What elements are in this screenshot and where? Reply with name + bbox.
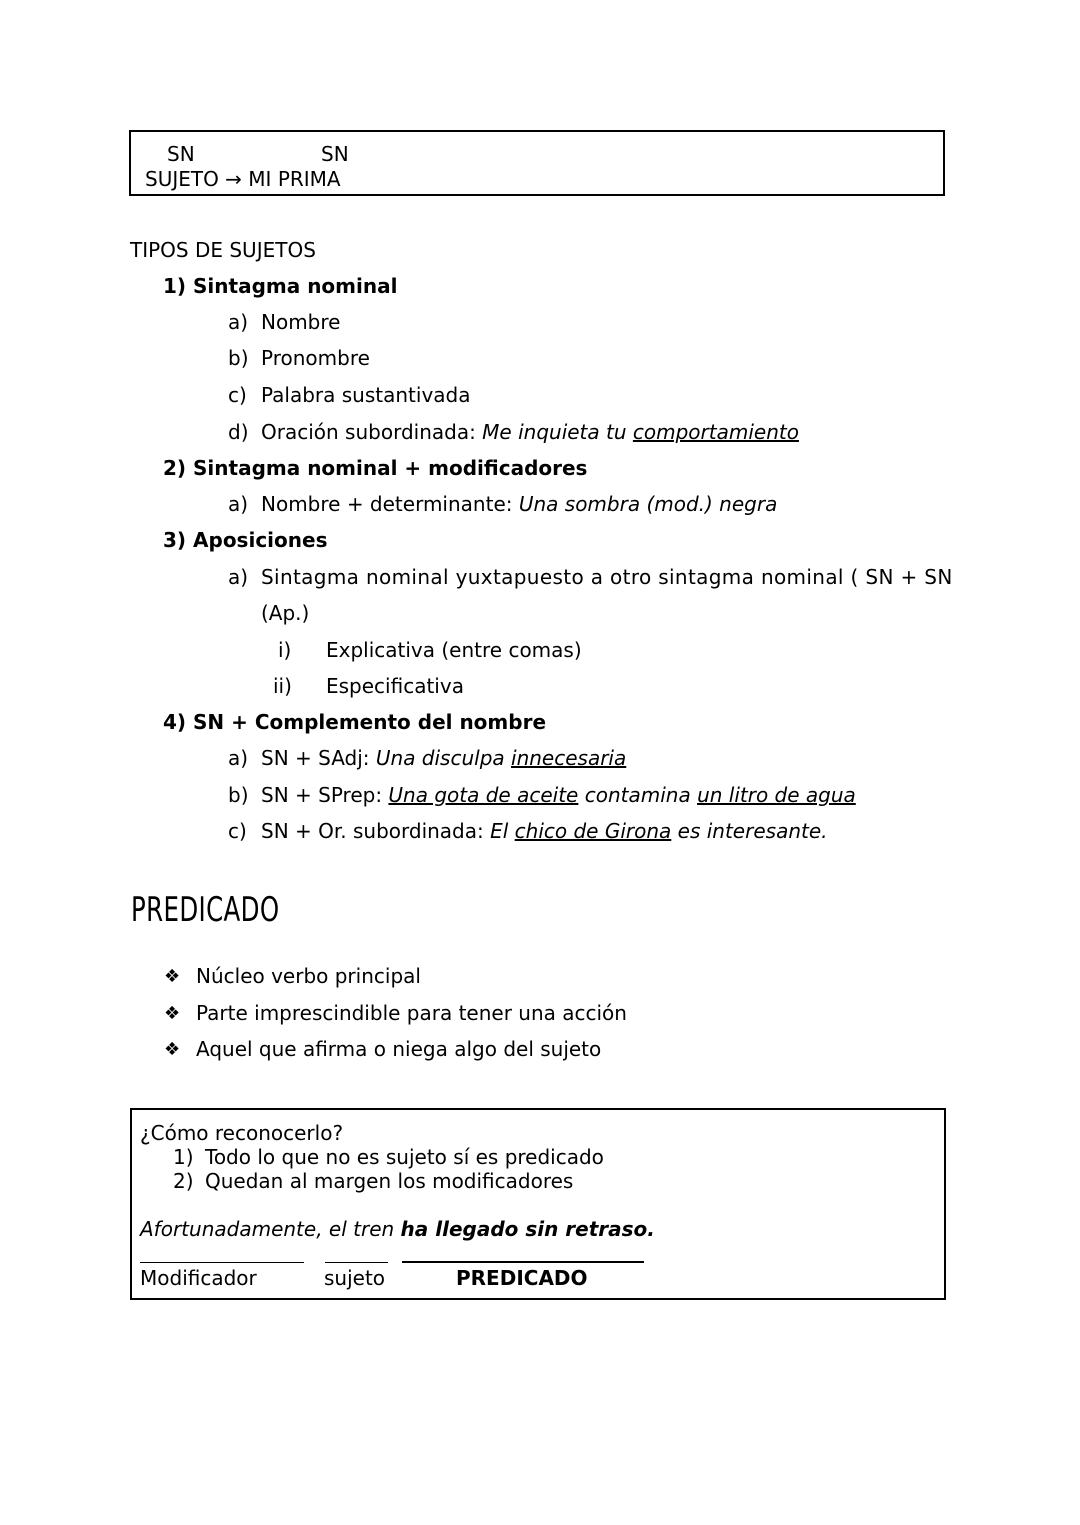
item-text: Nombre — [261, 310, 341, 334]
item-marker: a) — [228, 492, 249, 516]
item-marker: 1) — [173, 1145, 194, 1169]
sujeto-line: SUJETO → MI PRIMA — [145, 167, 341, 191]
section-1-title: 1) Sintagma nominal — [163, 274, 398, 298]
item-marker: a) — [228, 310, 249, 334]
subitem-marker: i) — [278, 638, 292, 662]
predicado-heading: PREDICADO — [131, 890, 280, 930]
section-4-title: 4) SN + Complemento del nombre — [163, 710, 547, 734]
item-text: Pronombre — [261, 346, 370, 370]
item-text: Sintagma nominal yuxtapuesto a otro sintagma nominal ( SN + SN — [261, 565, 953, 589]
label-predicado: PREDICADO — [456, 1266, 588, 1290]
item-text: Nombre + determinante: — [261, 492, 519, 516]
item-marker: a) — [228, 565, 249, 589]
item-text-cont: (Ap.) — [261, 601, 310, 625]
item-marker: b) — [228, 783, 249, 807]
bullet-text: Núcleo verbo principal — [196, 964, 421, 988]
item-marker: c) — [228, 383, 247, 407]
modificador-underline — [140, 1262, 304, 1263]
item-text: Oración subordinada: — [261, 420, 483, 444]
section-3-title: 3) Aposiciones — [163, 528, 328, 552]
bullet-text: Parte imprescindible para tener una acción — [196, 1001, 627, 1025]
example-text: Una disculpa — [375, 746, 512, 770]
example-bold: ha llegado sin retraso. — [400, 1217, 655, 1241]
item-line — [261, 492, 777, 516]
subitem-marker: ii) — [273, 674, 292, 698]
item-text: Quedan al margen los modificadores — [205, 1169, 574, 1193]
label-sujeto: sujeto — [324, 1266, 386, 1290]
predicado-underline — [402, 1261, 644, 1263]
example-text: Una sombra (mod.) negra — [518, 492, 778, 516]
example-text: El — [490, 819, 515, 843]
diamond-bullet-icon: ❖ — [164, 1039, 181, 1060]
item-marker: 2) — [173, 1169, 194, 1193]
item-marker: d) — [228, 420, 249, 444]
item-text: SN + Or. subordinada: — [261, 819, 491, 843]
example-underlined: un litro de agua — [697, 783, 856, 807]
example-underlined: comportamiento — [632, 420, 799, 444]
example-underlined: chico de Girona — [514, 819, 672, 843]
item-text: SN + SAdj: — [261, 746, 376, 770]
section-2-title: 2) Sintagma nominal + modificadores — [163, 456, 588, 480]
item-text: Palabra sustantivada — [261, 383, 471, 407]
tipos-title: TIPOS DE SUJETOS — [130, 238, 316, 262]
item-text: SN + SPrep: — [261, 783, 389, 807]
example-sentence — [140, 1217, 655, 1241]
item-line — [261, 783, 856, 807]
diamond-bullet-icon: ❖ — [164, 966, 181, 987]
item-line — [261, 746, 626, 770]
example-text: contamina — [578, 783, 698, 807]
example-text: es interesante. — [671, 819, 828, 843]
item-marker: b) — [228, 346, 249, 370]
question-text: ¿Cómo reconocerlo? — [140, 1121, 344, 1145]
example-text: Me inquieta tu — [482, 420, 633, 444]
subitem-text: Especificativa — [326, 674, 464, 698]
sujeto-underline — [325, 1262, 388, 1263]
label-modificador: Modificador — [140, 1266, 257, 1290]
sn-label-1: SN — [167, 142, 195, 166]
diamond-bullet-icon: ❖ — [164, 1003, 181, 1024]
bullet-text: Aquel que afirma o niega algo del sujeto — [196, 1037, 602, 1061]
example-normal: Afortunadamente, el tren — [140, 1217, 401, 1241]
item-line — [261, 819, 828, 843]
item-marker: a) — [228, 746, 249, 770]
example-underlined: innecesaria — [511, 746, 627, 770]
item-line — [261, 420, 799, 444]
item-text: Todo lo que no es sujeto sí es predicado — [205, 1145, 604, 1169]
sn-label-2: SN — [321, 142, 349, 166]
subitem-text: Explicativa (entre comas) — [326, 638, 582, 662]
example-underlined: Una gota de aceite — [388, 783, 579, 807]
item-marker: c) — [228, 819, 247, 843]
